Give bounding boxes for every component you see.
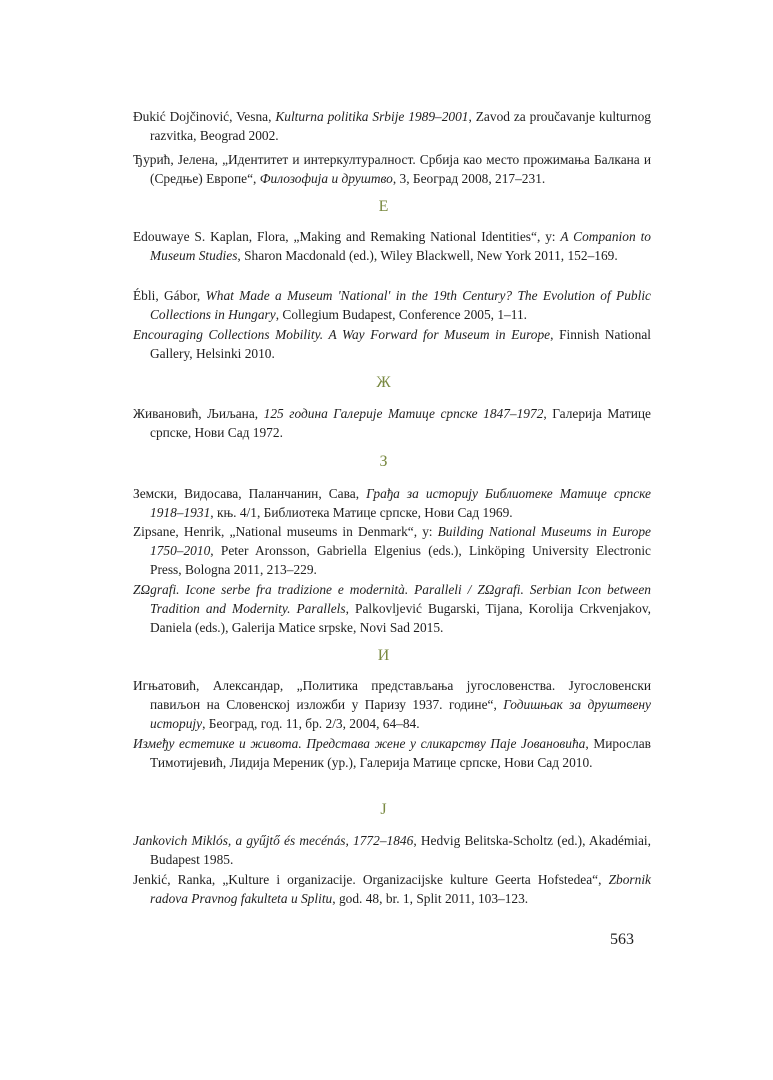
bibliography-entry (133, 404, 651, 442)
section-heading-i: И (377, 647, 390, 664)
entry-text: , Palkovljević Bugarski, Tijana, Korolija Crkvenjakov, Daniela (eds.), Galerija Matice srpske, Novi Sad 2015. (150, 601, 651, 635)
entry-text: Ђурић, Јелена, „Идентитет и интеркултуралност. Србија као место прожимања Балкана и (Средње) Европе“, (133, 152, 651, 186)
bibliography-entry (133, 107, 651, 145)
entry-title: Jankovich Miklós, a gyűjtő és mecénás, 1772–1846 (133, 833, 414, 848)
entry-text: , god. 48, br. 1, Split 2011, 103–123. (332, 891, 529, 906)
bibliography-entry (133, 150, 651, 188)
entry-text: , Zavod za proučavanje kulturnog razvitka, Beograd 2002. (150, 109, 652, 143)
page-number: 563 (610, 931, 634, 948)
entry-text: Земски, Видосава, Паланчанин, Сава, (133, 486, 367, 501)
entry-text: , књ. 4/1, Библиотека Матице српске, Нови Сад 1969. (210, 505, 513, 520)
entry-title: Филозофија и друштво (259, 171, 393, 186)
entry-text: , Sharon Macdonald (ed.), Wiley Blackwell, New York 2011, 152–169. (237, 248, 618, 263)
entry-text: , 3, Београд 2008, 217–231. (392, 171, 546, 186)
entry-text: Игњатовић, Александар, „Политика представљања југословенства. Југословенски павиљон на Словенској изложби у Паризу 1937. године“, (133, 678, 651, 712)
entry-title: Encouraging Collections Mobility. A Way Forward for Museum in Europe (133, 327, 551, 342)
bibliography-entry (133, 325, 651, 363)
section-heading-zh: Ж (376, 374, 391, 391)
entry-text: , Галерија Матице српске, Нови Сад 1972. (150, 406, 652, 440)
entry-title: A Companion to Museum Studies (150, 229, 651, 263)
entry-text: , Peter Aronsson, Gabriella Elgenius (eds.), Linköping University Electronic Press, Bologna 2011, 213–229. (150, 543, 651, 577)
bibliography-entry (133, 676, 651, 733)
section-heading-j: Ј (380, 801, 387, 818)
entry-text: Đukić Dojčinović, Vesna, (133, 109, 276, 124)
section-heading-e: Е (378, 198, 389, 215)
bibliography-entry (133, 522, 651, 579)
entry-text: Zipsane, Henrik, „National museums in Denmark“, у: (133, 524, 438, 539)
entry-title: What Made a Museum 'National' in the 19th Century? The Evolution of Public Collections in Hungary (150, 288, 651, 322)
entry-title: Годишњак за друштвену историју (150, 697, 651, 731)
bibliography-entry (133, 831, 651, 869)
entry-text: , Hedvig Belitska-Scholtz (ed.), Akadémiai, Budapest 1985. (150, 833, 652, 867)
entry-title: Између естетике и живота. Представа жене у сликарству Паје Јовановића (133, 736, 586, 751)
entry-title: Грађа за историју Библиотеке Матице српске 1918–1931 (150, 486, 652, 520)
entry-title: Kulturna politika Srbije 1989–2001 (275, 109, 469, 124)
bibliography-entry (133, 734, 651, 772)
entry-text: Edouwaye S. Kaplan, Flora, „Making and Remaking National Identities“, у: (133, 229, 561, 244)
bibliography-entry (133, 227, 651, 265)
entry-text: , Мирослав Тимотијевић, Лидија Мереник (ур.), Галерија Матице српске, Нови Сад 2010. (150, 736, 652, 770)
entry-title: Building National Museums in Europe 1750–2010 (150, 524, 652, 558)
entry-text: , Београд, год. 11, бр. 2/3, 2004, 64–84. (202, 716, 420, 731)
bibliography-entry (133, 580, 651, 637)
section-heading-z: З (379, 453, 388, 470)
entry-title: ZΩgrafi. Icone serbe fra tradizione e modernità. Paralleli / ZΩgrafi. Serbian Icon between Tradition and Modernity. Parallels (133, 582, 651, 616)
entry-text: Ébli, Gábor, (133, 288, 206, 303)
bibliography-entry (133, 286, 651, 324)
bibliography-entry (133, 484, 651, 522)
bibliography-entry (133, 870, 651, 908)
entry-title: 125 година Галерије Матице српске 1847–1972 (263, 406, 544, 421)
entry-title: Zbornik radova Pravnog fakulteta u Splitu (150, 872, 651, 906)
entry-text: Jenkić, Ranka, „Kulture i organizacije. Organizacijske kulture Geerta Hofstedea“, (133, 872, 609, 887)
entry-text: Живановић, Љиљана, (133, 406, 264, 421)
entry-text: , Collegium Budapest, Conference 2005, 1–11. (275, 307, 527, 322)
entry-text: , Finnish National Gallery, Helsinki 2010. (150, 327, 651, 361)
